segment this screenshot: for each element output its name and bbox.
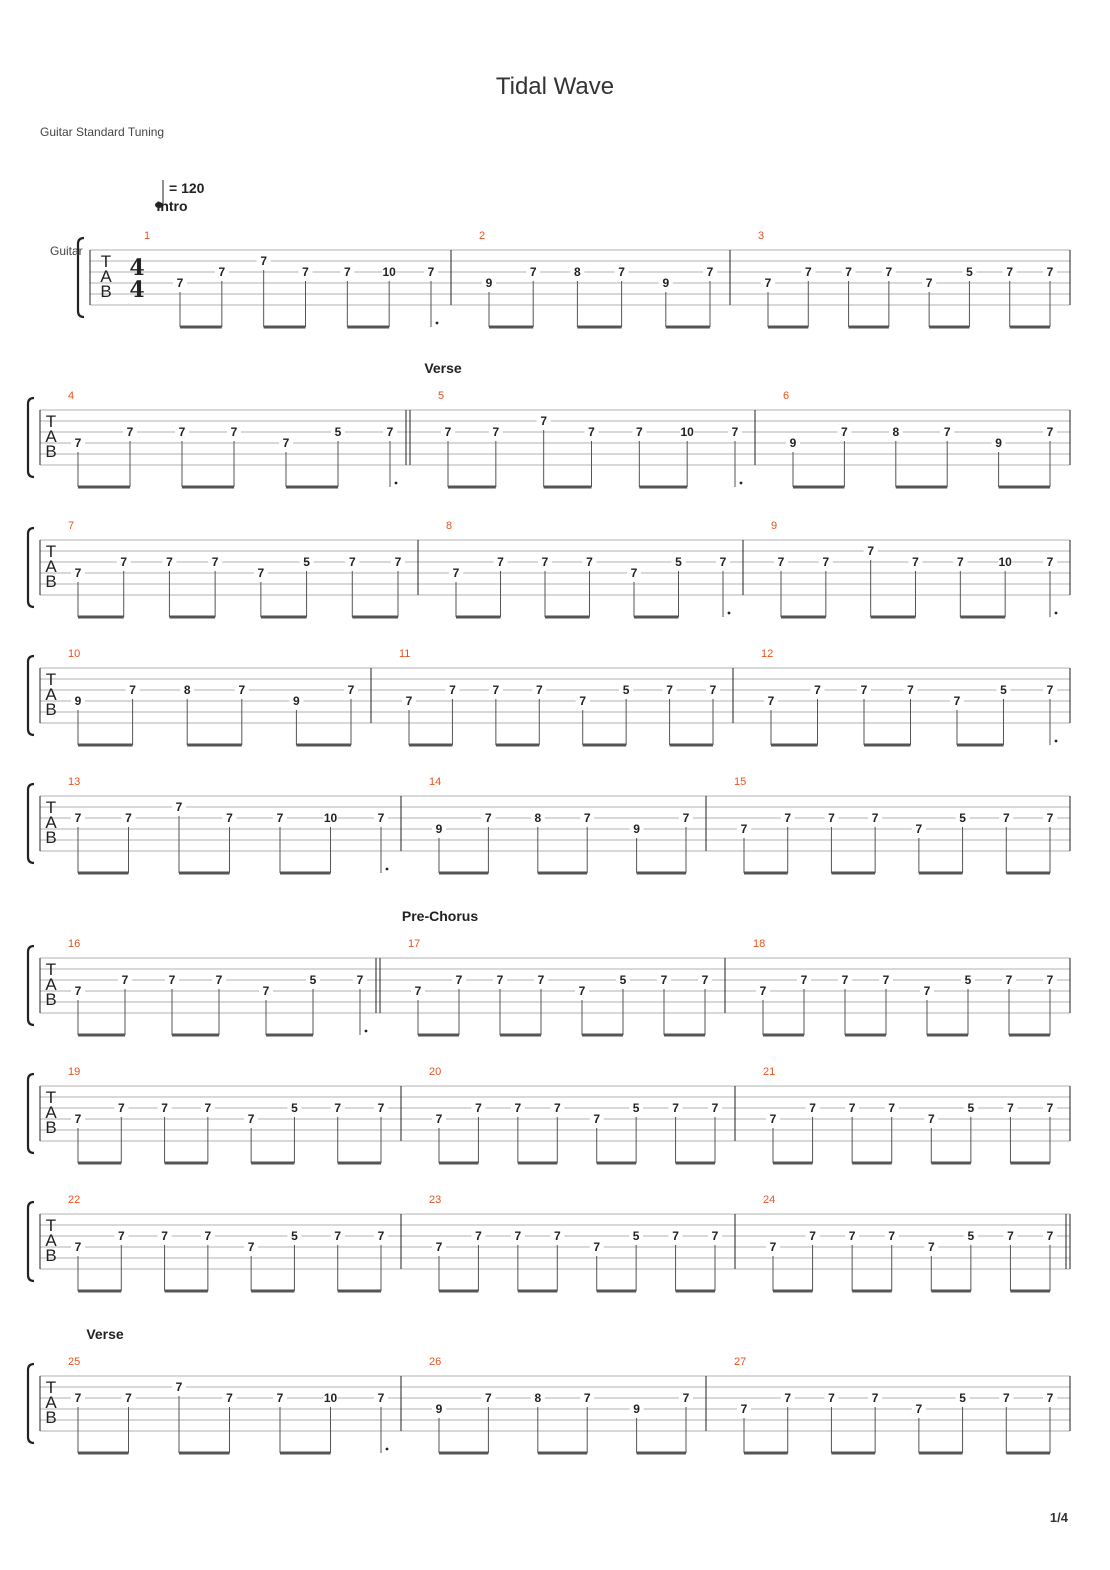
staff-brace <box>28 1364 34 1443</box>
measure-number: 21 <box>763 1066 776 1078</box>
tab-clef-letter: B <box>45 1246 57 1265</box>
fret-number: 7 <box>822 555 830 569</box>
page-number: 1/4 <box>1049 1510 1068 1525</box>
fret-number: 7 <box>956 555 964 569</box>
tab-clef-letter: B <box>45 700 57 719</box>
measure-number: 7 <box>68 520 75 532</box>
fret-number: 7 <box>176 276 184 290</box>
fret-number: 7 <box>1046 1391 1054 1405</box>
fret-number: 7 <box>1007 1101 1014 1115</box>
fret-number: 7 <box>848 1101 856 1115</box>
fret-number: 7 <box>709 683 717 697</box>
fret-number: 9 <box>293 694 300 708</box>
fret-number: 10 <box>680 425 694 439</box>
fret-number: 8 <box>183 683 191 697</box>
measure-number: 23 <box>429 1194 442 1206</box>
fret-number: 7 <box>871 811 879 825</box>
fret-number: 7 <box>427 265 435 279</box>
staff-brace <box>28 656 34 735</box>
fret-number: 7 <box>1046 555 1054 569</box>
fret-number: 7 <box>117 1229 125 1243</box>
tuning-label: Guitar Standard Tuning <box>40 125 165 139</box>
fret-number: 7 <box>535 683 543 697</box>
fret-number: 7 <box>925 276 933 290</box>
fret-number: 7 <box>226 811 233 825</box>
fret-number: 7 <box>247 1240 255 1254</box>
fret-number: 7 <box>334 1101 342 1115</box>
fret-number: 7 <box>74 984 82 998</box>
fret-number: 7 <box>888 1229 896 1243</box>
fret-number: 7 <box>276 1391 284 1405</box>
dotted-note-dot <box>386 868 389 871</box>
measure-number: 18 <box>753 938 766 950</box>
fret-number: 7 <box>784 1391 792 1405</box>
measure-number: 15 <box>734 776 747 788</box>
fret-number: 7 <box>348 555 356 569</box>
fret-number: 5 <box>309 973 317 987</box>
fret-number: 7 <box>1007 1229 1014 1243</box>
fret-number: 7 <box>1046 1229 1054 1243</box>
tab-clef-letter: T <box>45 1088 57 1107</box>
fret-number: 7 <box>845 265 852 279</box>
measure-number: 4 <box>68 390 75 402</box>
measure-number: 3 <box>758 230 765 242</box>
fret-number: 7 <box>769 1240 777 1254</box>
dotted-note-dot <box>728 612 731 615</box>
measure-number: 1 <box>144 230 151 242</box>
fret-number: 7 <box>492 683 500 697</box>
fret-number: 7 <box>475 1101 482 1115</box>
measure-number: 13 <box>68 776 81 788</box>
tab-clef-letter: A <box>45 685 57 704</box>
measure-number: 25 <box>68 1356 81 1368</box>
fret-number: 5 <box>622 683 630 697</box>
tab-clef-letter: T <box>45 798 57 817</box>
fret-number: 7 <box>731 425 739 439</box>
fret-number: 7 <box>711 1101 719 1115</box>
fret-number: 7 <box>672 1229 679 1243</box>
measure-number: 22 <box>68 1194 81 1206</box>
tab-clef-letter: A <box>100 267 112 286</box>
fret-number: 7 <box>168 973 176 987</box>
fret-number: 7 <box>377 811 385 825</box>
fret-number: 7 <box>74 566 82 580</box>
measure-number: 5 <box>438 390 445 402</box>
fret-number: 7 <box>943 425 951 439</box>
fret-number: 7 <box>784 811 792 825</box>
fret-number: 7 <box>343 265 351 279</box>
fret-number: 7 <box>496 973 504 987</box>
fret-number: 7 <box>356 973 364 987</box>
fret-number: 7 <box>257 566 265 580</box>
fret-number: 7 <box>769 1112 777 1126</box>
fret-number: 7 <box>386 425 394 439</box>
fret-number: 7 <box>347 683 355 697</box>
fret-number: 7 <box>178 425 186 439</box>
fret-number: 5 <box>959 1391 966 1405</box>
fret-number: 7 <box>204 1101 212 1115</box>
fret-number: 5 <box>967 1229 975 1243</box>
tab-clef-letter: A <box>45 975 57 994</box>
fret-number: 5 <box>619 973 627 987</box>
fret-number: 7 <box>74 1112 82 1126</box>
fret-number: 7 <box>74 436 82 450</box>
measure-number: 17 <box>408 938 421 950</box>
fret-number: 7 <box>672 1101 679 1115</box>
fret-number: 9 <box>995 436 1002 450</box>
tab-clef-letter: T <box>45 542 57 561</box>
fret-number: 7 <box>435 1240 443 1254</box>
fret-number: 7 <box>497 555 504 569</box>
fret-number: 7 <box>809 1101 816 1115</box>
tab-clef-letter: T <box>45 670 57 689</box>
fret-number: 7 <box>682 811 690 825</box>
fret-number: 7 <box>588 425 595 439</box>
staff-brace <box>28 946 34 1025</box>
instrument-label: Guitar <box>50 244 83 258</box>
fret-number: 9 <box>633 1402 640 1416</box>
fret-number: 7 <box>1046 425 1054 439</box>
fret-number: 7 <box>260 254 268 268</box>
fret-number: 7 <box>302 265 309 279</box>
tab-clef-letter: B <box>45 990 57 1009</box>
fret-number: 5 <box>959 811 966 825</box>
fret-number: 7 <box>666 683 673 697</box>
fret-number: 7 <box>1046 1101 1054 1115</box>
fret-number: 7 <box>777 555 785 569</box>
section-label: Verse <box>86 1326 124 1342</box>
fret-number: 7 <box>719 555 727 569</box>
fret-number: 5 <box>964 973 972 987</box>
fret-number: 7 <box>175 800 183 814</box>
fret-number: 7 <box>579 694 587 708</box>
fret-number: 10 <box>998 555 1012 569</box>
fret-number: 7 <box>121 973 129 987</box>
fret-number: 8 <box>892 425 900 439</box>
tab-clef-letter: B <box>45 828 57 847</box>
fret-number: 7 <box>334 1229 342 1243</box>
fret-number: 5 <box>675 555 682 569</box>
fret-number: 7 <box>247 1112 255 1126</box>
fret-number: 7 <box>175 1380 183 1394</box>
tab-clef-letter: A <box>45 813 57 832</box>
fret-number: 7 <box>485 811 492 825</box>
fret-number: 7 <box>218 265 226 279</box>
fret-number: 7 <box>927 1240 935 1254</box>
tab-clef-letter: B <box>45 1118 57 1137</box>
tab-clef-letter: T <box>45 1378 57 1397</box>
fret-number: 7 <box>377 1101 385 1115</box>
fret-number: 8 <box>574 265 581 279</box>
time-signature-top: 4 <box>129 255 145 281</box>
fret-number: 7 <box>915 1402 923 1416</box>
fret-number: 7 <box>1002 1391 1010 1405</box>
fret-number: 7 <box>449 683 456 697</box>
tab-clef-letter: T <box>45 412 57 431</box>
fret-number: 7 <box>485 1391 492 1405</box>
fret-number: 7 <box>706 265 714 279</box>
fret-number: 7 <box>377 1229 385 1243</box>
fret-number: 7 <box>126 425 134 439</box>
fret-number: 7 <box>452 566 460 580</box>
fret-number: 7 <box>129 683 136 697</box>
fret-number: 7 <box>882 973 890 987</box>
fret-number: 7 <box>161 1101 168 1115</box>
fret-number: 7 <box>377 1391 385 1405</box>
tab-clef-letter: B <box>45 1408 57 1427</box>
fret-number: 7 <box>583 1391 591 1405</box>
measure-number: 24 <box>763 1194 776 1206</box>
section-label: Verse <box>424 360 462 376</box>
fret-number: 7 <box>871 1391 879 1405</box>
fret-number: 7 <box>238 683 246 697</box>
fret-number: 7 <box>514 1229 522 1243</box>
measure-number: 26 <box>429 1356 442 1368</box>
fret-number: 7 <box>262 984 270 998</box>
tab-clef-letter: T <box>100 252 112 271</box>
fret-number: 7 <box>578 984 586 998</box>
fret-number: 7 <box>630 566 638 580</box>
fret-number: 5 <box>334 425 342 439</box>
fret-number: 7 <box>759 984 767 998</box>
fret-number: 7 <box>125 811 132 825</box>
fret-number: 7 <box>541 555 549 569</box>
staff-brace <box>28 784 34 863</box>
fret-number: 7 <box>841 425 848 439</box>
dotted-note-dot <box>1055 740 1058 743</box>
fret-number: 7 <box>553 1101 561 1115</box>
fret-number: 5 <box>1000 683 1007 697</box>
dotted-note-dot <box>740 482 743 485</box>
fret-number: 5 <box>632 1229 640 1243</box>
measure-number: 6 <box>783 390 790 402</box>
fret-number: 7 <box>215 973 223 987</box>
measure-number: 10 <box>68 648 81 660</box>
time-signature-bottom: 4 <box>129 277 145 303</box>
fret-number: 7 <box>953 694 961 708</box>
dotted-note-dot <box>1055 612 1058 615</box>
fret-number: 9 <box>662 276 670 290</box>
fret-number: 7 <box>867 544 875 558</box>
fret-number: 7 <box>492 425 500 439</box>
tempo-marking: = 120 <box>169 180 205 196</box>
fret-number: 7 <box>444 425 452 439</box>
fret-number: 7 <box>841 973 849 987</box>
staff-brace <box>28 1202 34 1281</box>
fret-number: 7 <box>814 683 821 697</box>
fret-number: 7 <box>211 555 219 569</box>
fret-number: 5 <box>291 1101 298 1115</box>
song-title: Tidal Wave <box>495 73 615 100</box>
fret-number: 7 <box>682 1391 690 1405</box>
fret-number: 7 <box>117 1101 125 1115</box>
fret-number: 7 <box>276 811 284 825</box>
tab-clef-letter: B <box>45 572 57 591</box>
fret-number: 7 <box>226 1391 233 1405</box>
tab-clef-letter: A <box>45 1393 57 1412</box>
fret-number: 7 <box>537 973 545 987</box>
fret-number: 7 <box>635 425 643 439</box>
fret-number: 7 <box>915 822 923 836</box>
fret-number: 7 <box>660 973 668 987</box>
fret-number: 7 <box>553 1229 561 1243</box>
fret-number: 7 <box>455 973 463 987</box>
fret-number: 7 <box>885 265 893 279</box>
fret-number: 7 <box>828 811 835 825</box>
tab-clef-letter: A <box>45 427 57 446</box>
fret-number: 7 <box>166 555 173 569</box>
tab-clef-letter: B <box>45 442 57 461</box>
fret-number: 9 <box>435 822 443 836</box>
fret-number: 7 <box>514 1101 522 1115</box>
fret-number: 5 <box>291 1229 298 1243</box>
fret-number: 7 <box>860 683 868 697</box>
fret-number: 7 <box>888 1101 896 1115</box>
fret-number: 7 <box>618 265 625 279</box>
fret-number: 7 <box>809 1229 816 1243</box>
staff-brace <box>28 528 34 607</box>
fret-number: 7 <box>593 1240 601 1254</box>
fret-number: 7 <box>1006 265 1014 279</box>
dotted-note-dot <box>436 322 439 325</box>
fret-number: 7 <box>230 425 238 439</box>
fret-number: 7 <box>711 1229 719 1243</box>
fret-number: 8 <box>534 1391 542 1405</box>
fret-number: 7 <box>120 555 128 569</box>
measure-number: 8 <box>446 520 453 532</box>
section-label: Intro <box>156 198 188 214</box>
staff-brace <box>28 1074 34 1153</box>
dotted-note-dot <box>395 482 398 485</box>
measure-number: 12 <box>761 648 774 660</box>
fret-number: 7 <box>1046 973 1054 987</box>
fret-number: 7 <box>800 973 808 987</box>
fret-number: 7 <box>583 811 591 825</box>
fret-number: 7 <box>907 683 914 697</box>
fret-number: 5 <box>303 555 310 569</box>
fret-number: 7 <box>540 414 548 428</box>
fret-number: 7 <box>1002 811 1010 825</box>
fret-number: 7 <box>767 694 775 708</box>
measure-number: 20 <box>429 1066 442 1078</box>
staff-brace <box>28 398 34 477</box>
fret-number: 5 <box>632 1101 640 1115</box>
fret-number: 7 <box>764 276 772 290</box>
fret-number: 9 <box>485 276 493 290</box>
fret-number: 7 <box>74 1240 82 1254</box>
fret-number: 7 <box>912 555 919 569</box>
fret-number: 7 <box>804 265 812 279</box>
fret-number: 7 <box>1046 265 1054 279</box>
measure-number: 27 <box>734 1356 747 1368</box>
fret-number: 7 <box>923 984 931 998</box>
measure-number: 16 <box>68 938 81 950</box>
fret-number: 7 <box>282 436 290 450</box>
tab-clef-letter: T <box>45 1216 57 1235</box>
fret-number: 5 <box>966 265 973 279</box>
tab-clef-letter: T <box>45 960 57 979</box>
fret-number: 7 <box>586 555 593 569</box>
measure-number: 2 <box>479 230 486 242</box>
fret-number: 9 <box>789 436 797 450</box>
measure-number: 11 <box>399 648 411 660</box>
tab-clef-letter: A <box>45 1231 57 1250</box>
fret-number: 9 <box>74 694 82 708</box>
fret-number: 10 <box>323 811 338 825</box>
fret-number: 7 <box>1046 683 1054 697</box>
fret-number: 8 <box>534 811 542 825</box>
fret-number: 5 <box>967 1101 975 1115</box>
tab-clef-letter: A <box>45 557 57 576</box>
fret-number: 7 <box>740 822 748 836</box>
fret-number: 7 <box>475 1229 482 1243</box>
fret-number: 7 <box>74 1391 82 1405</box>
tab-clef-letter: A <box>45 1103 57 1122</box>
fret-number: 7 <box>593 1112 601 1126</box>
measure-number: 19 <box>68 1066 81 1078</box>
fret-number: 9 <box>435 1402 443 1416</box>
fret-number: 7 <box>74 811 82 825</box>
fret-number: 10 <box>382 265 396 279</box>
fret-number: 7 <box>529 265 537 279</box>
dotted-note-dot <box>365 1030 368 1033</box>
fret-number: 10 <box>323 1391 338 1405</box>
fret-number: 7 <box>161 1229 168 1243</box>
tab-clef-letter: B <box>100 282 112 301</box>
fret-number: 7 <box>927 1112 935 1126</box>
fret-number: 7 <box>394 555 402 569</box>
fret-number: 7 <box>435 1112 443 1126</box>
fret-number: 7 <box>405 694 413 708</box>
fret-number: 7 <box>1046 811 1054 825</box>
fret-number: 7 <box>125 1391 132 1405</box>
measure-number: 14 <box>429 776 442 788</box>
fret-number: 7 <box>848 1229 856 1243</box>
fret-number: 9 <box>633 822 640 836</box>
dotted-note-dot <box>386 1448 389 1451</box>
fret-number: 7 <box>828 1391 835 1405</box>
section-label: Pre-Chorus <box>401 908 479 924</box>
fret-number: 7 <box>740 1402 748 1416</box>
fret-number: 7 <box>414 984 422 998</box>
fret-number: 7 <box>204 1229 212 1243</box>
measure-number: 9 <box>771 520 778 532</box>
fret-number: 7 <box>701 973 709 987</box>
fret-number: 7 <box>1005 973 1013 987</box>
